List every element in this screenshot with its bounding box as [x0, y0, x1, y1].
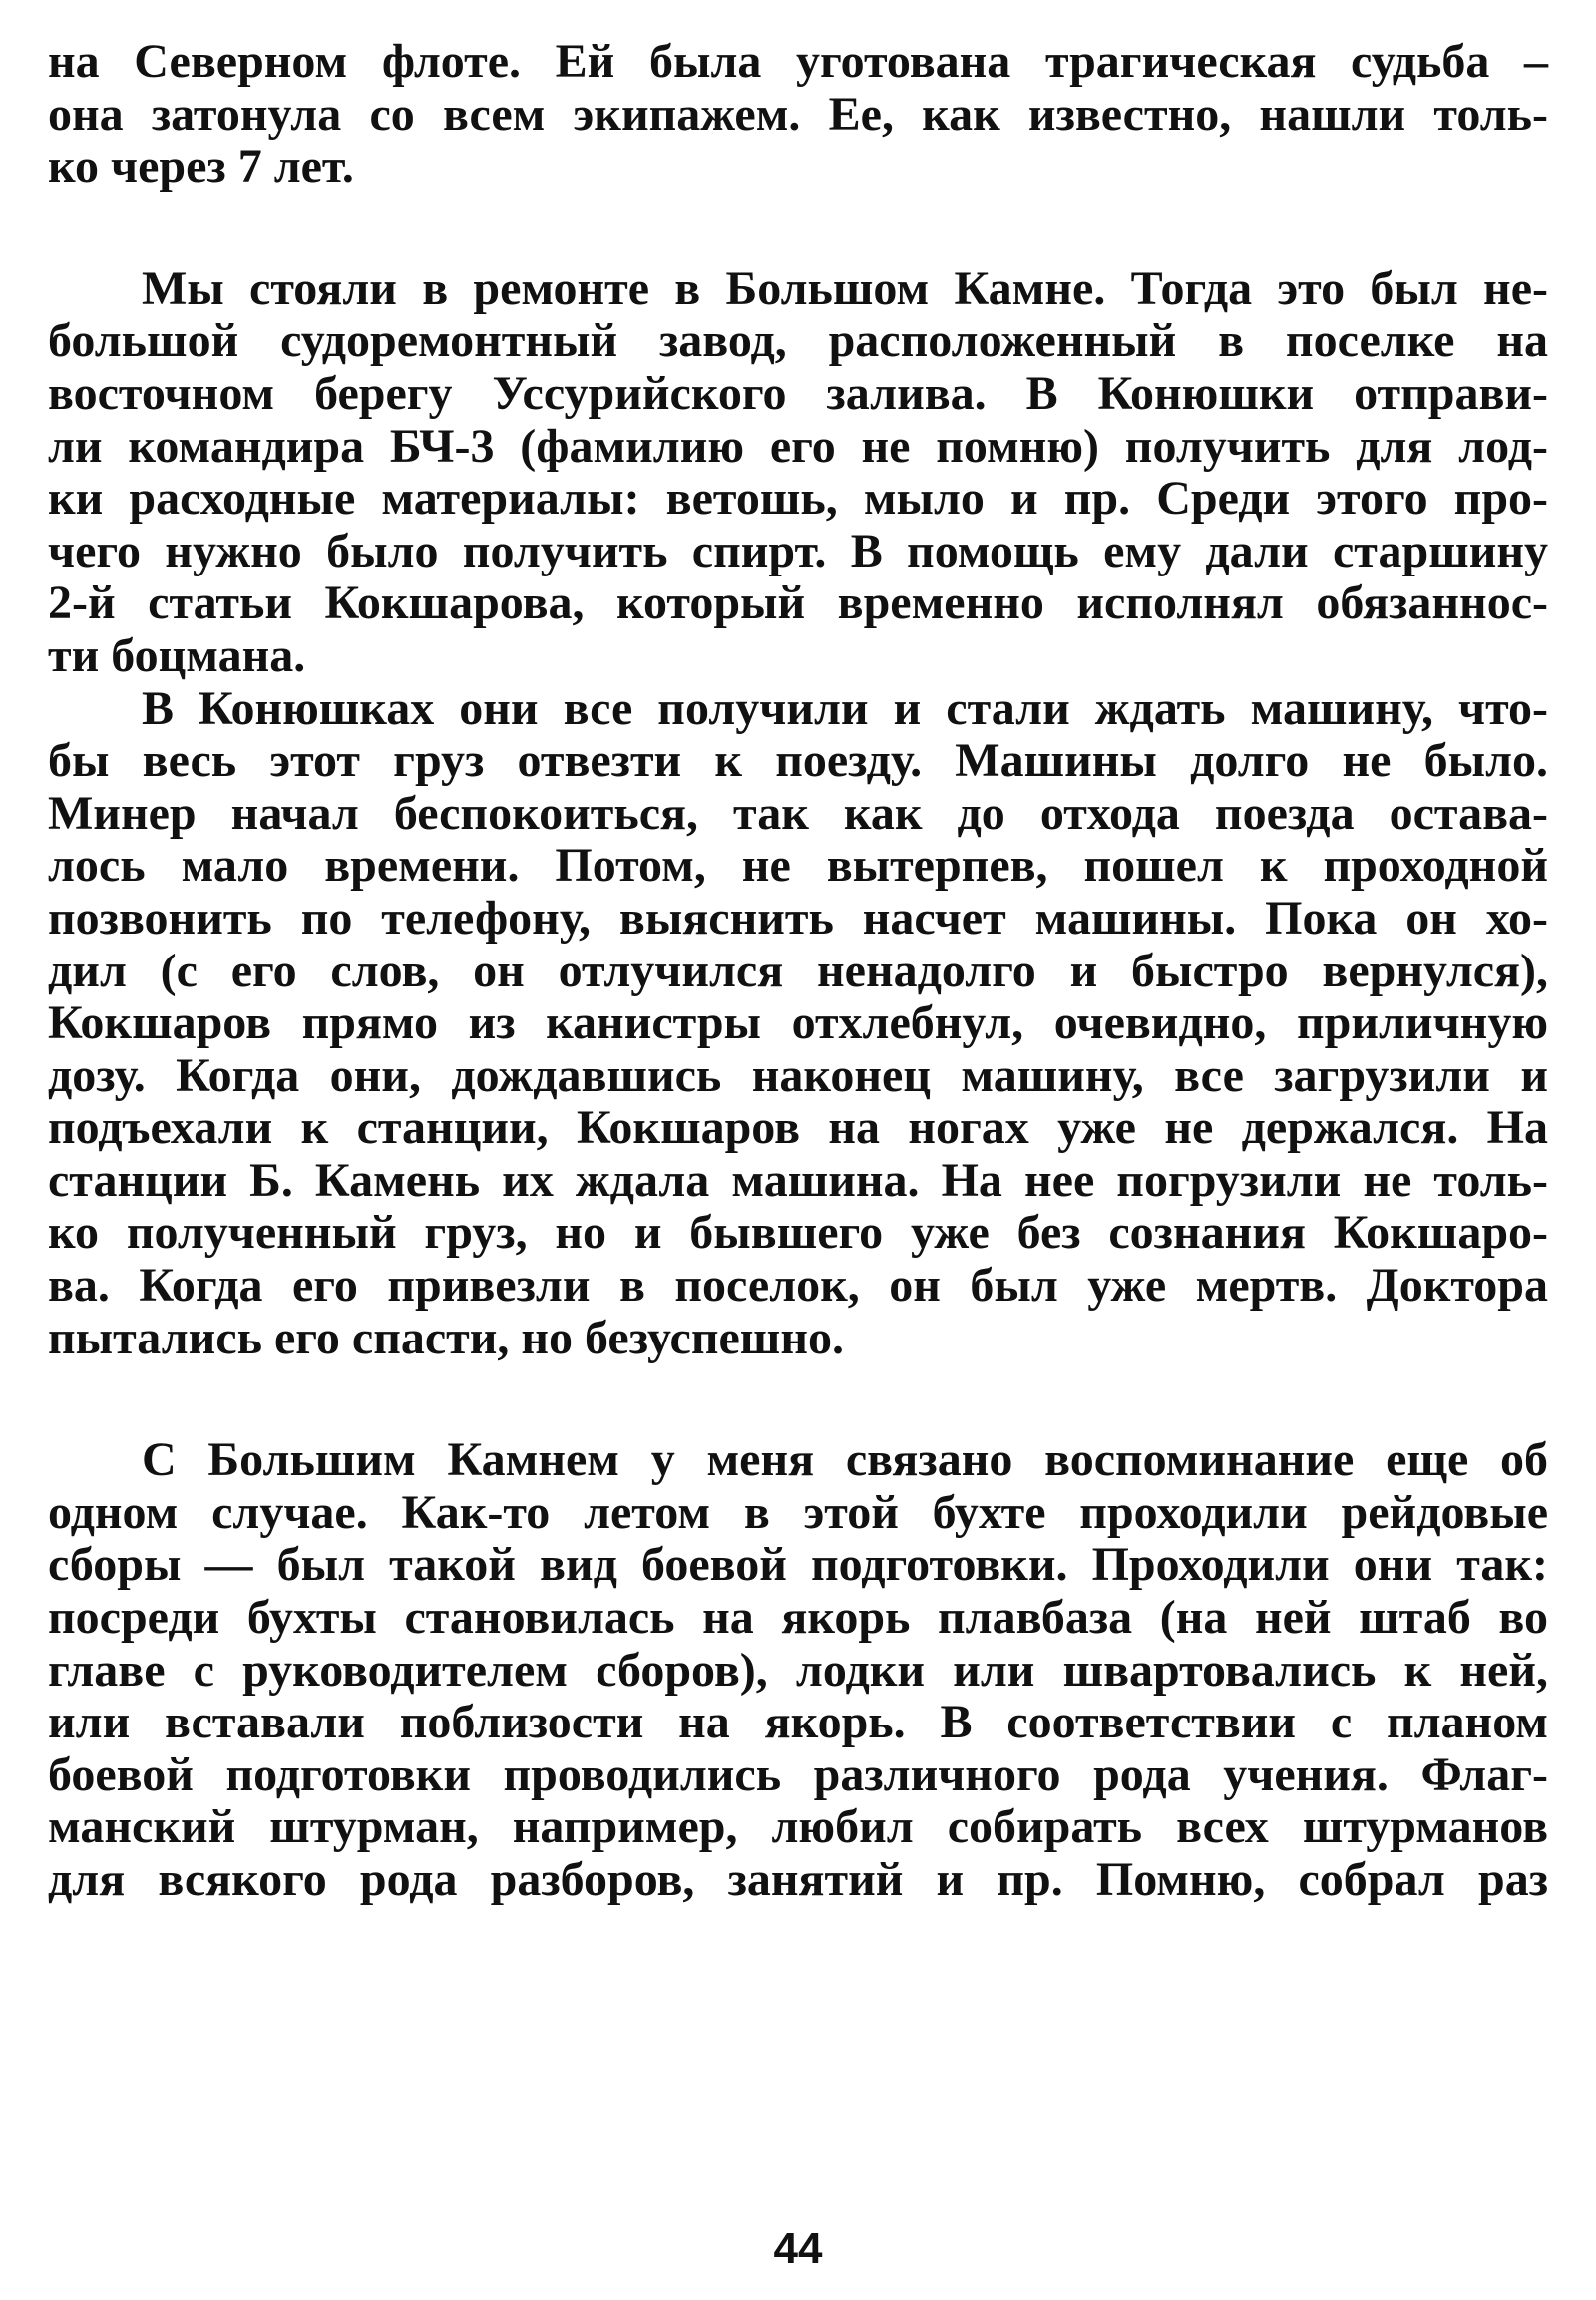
text-line: подъехали к станции, Кокшаров на ногах уже не держался. На [48, 1101, 1548, 1155]
text-line: С Большим Камнем у меня связано воспоминание еще об [142, 1433, 1548, 1487]
paragraph-4 [48, 1434, 1548, 1906]
page-body [48, 36, 1548, 1907]
text-line: одном случае. Как-то летом в этой бухте проходили рейдовые [48, 1485, 1548, 1539]
text-line: 2-й статьи Кокшарова, который временно исполнял обязаннос- [48, 576, 1548, 630]
text-line: главе с руководителем сборов), лодки или швартовались к ней, [48, 1643, 1548, 1697]
text-line: Минер начал беспокоиться, так как до отхода поезда остава- [48, 786, 1548, 840]
text-line: на Северном флоте. Ей была уготована трагическая судьба – [48, 35, 1548, 88]
text-line: или вставали поблизости на якорь. В соответствии с планом [48, 1696, 1548, 1749]
text-line: ко полученный груз, но и бывшего уже без сознания Кокшаро- [48, 1206, 1548, 1260]
text-line: ко через 7 лет. [48, 140, 354, 193]
text-line: дил (с его слов, он отлучился ненадолго и быстро вернулся), [48, 944, 1548, 997]
text-line: В Конюшках они все получили и стали ждать машину, что- [142, 681, 1548, 735]
section-gap [48, 193, 1548, 263]
text-line: ва. Когда его привезли в поселок, он был уже мертв. Доктора [48, 1259, 1548, 1313]
section-gap [48, 1364, 1548, 1434]
text-line: лось мало времени. Потом, не вытерпев, пошел к проходной [48, 839, 1548, 893]
paragraph-3 [48, 683, 1548, 1365]
text-line: манский штурман, например, любил собирать всех штурманов [48, 1800, 1548, 1854]
text-line: Кокшаров прямо из канистры отхлебнул, очевидно, приличную [48, 996, 1548, 1050]
paragraph-2 [48, 263, 1548, 683]
text-line: пытались его спасти, но безуспешно. [48, 1311, 844, 1364]
text-line: большой судоремонтный завод, расположенный в поселке на [48, 314, 1548, 368]
text-line: станции Б. Камень их ждала машина. На нее погрузили не толь- [48, 1153, 1548, 1207]
text-line: чего нужно было получить спирт. В помощь ему дали старшину [48, 524, 1548, 577]
text-line: бы весь этот груз отвезти к поезду. Машины долго не было. [48, 734, 1548, 788]
paragraph-1 [48, 36, 1548, 193]
text-line: ли командира БЧ-3 (фамилию его не помню) получить для лод- [48, 419, 1548, 473]
text-line: дозу. Когда они, дождавшись наконец машину, все загрузили и [48, 1048, 1548, 1102]
text-line: восточном берегу Уссурийского залива. В Конюшки отправи- [48, 366, 1548, 420]
text-line: сборы — был такой вид боевой подготовки. Проходили они так: [48, 1538, 1548, 1592]
page-number: 44 [773, 2224, 823, 2273]
text-line: для всякого рода разборов, занятий и пр. Помню, собрал раз [48, 1853, 1548, 1906]
text-line: посреди бухты становилась на якорь плавбаза (на ней штаб во [48, 1591, 1548, 1645]
text-line: она затонула со всем экипажем. Ее, как известно, нашли толь- [48, 87, 1548, 141]
text-line: Мы стояли в ремонте в Большом Камне. Тогда это был не- [142, 261, 1548, 315]
text-line: ти боцмана. [48, 628, 306, 682]
text-line: ки расходные материалы: ветошь, мыло и пр. Среди этого про- [48, 472, 1548, 526]
text-line: позвонить по телефону, выяснить насчет машины. Пока он хо- [48, 891, 1548, 945]
text-line: боевой подготовки проводились различного рода учения. Флаг- [48, 1747, 1548, 1801]
